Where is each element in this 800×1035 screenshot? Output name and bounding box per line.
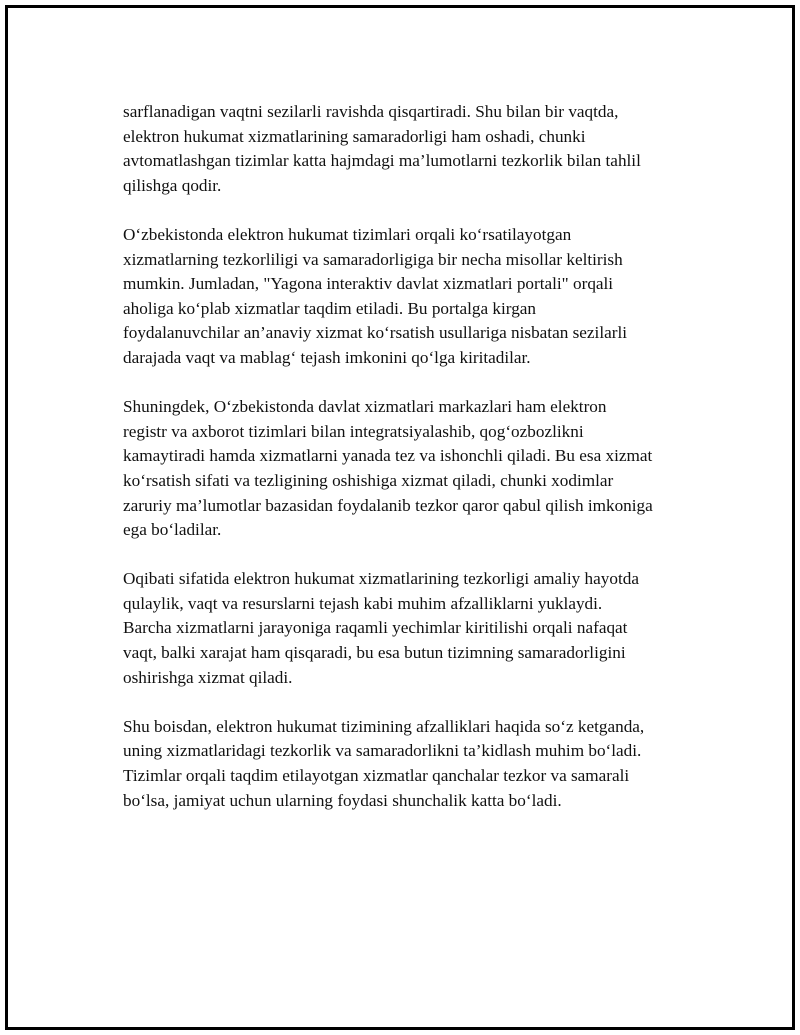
- text-line: zaruriy ma’lumotlar bazasidan foydalanib tezkor qaror qabul qilish imkoniga: [123, 495, 653, 515]
- text-line: foydalanuvchilar an’anaviy xizmat ko‘rsatish usullariga nisbatan sezilarli: [123, 323, 627, 343]
- text-line: aholiga ko‘plab xizmatlar taqdim etiladi. Bu portalga kirgan: [123, 298, 537, 318]
- paragraph-1: [123, 100, 713, 198]
- document-body: [123, 100, 713, 838]
- text-line: xizmatlarning tezkorliligi va samaradorligiga bir necha misollar keltirish: [123, 249, 623, 269]
- text-line: O‘zbekistonda elektron hukumat tizimlari orqali ko‘rsatilayotgan: [123, 224, 572, 244]
- text-line: bo‘lsa, jamiyat uchun ularning foydasi shunchalik katta bo‘ladi.: [123, 790, 562, 810]
- text-line: ega bo‘ladilar.: [123, 520, 222, 540]
- text-line: mumkin. Jumladan, "Yagona interaktiv davlat xizmatlari portali" orqali: [123, 274, 614, 294]
- page-frame: [5, 5, 795, 1030]
- text-line: elektron hukumat xizmatlarining samaradorligi ham oshadi, chunki: [123, 126, 586, 146]
- paragraph-4: [123, 567, 713, 690]
- text-line: oshirishga xizmat qiladi.: [123, 667, 293, 687]
- text-line: Oqibati sifatida elektron hukumat xizmatlarining tezkorligi amaliy hayotda: [123, 569, 639, 589]
- text-line: darajada vaqt va mablag‘ tejash imkonini qo‘lga kiritadilar.: [123, 347, 531, 367]
- text-line: qilishga qodir.: [123, 175, 222, 195]
- text-line: avtomatlashgan tizimlar katta hajmdagi ma’lumotlarni tezkorlik bilan tahlil: [123, 151, 641, 171]
- text-line: vaqt, balki xarajat ham qisqaradi, bu esa butun tizimning samaradorligini: [123, 643, 626, 663]
- text-line: kamaytiradi hamda xizmatlarni yanada tez va ishonchli qiladi. Bu esa xizmat: [123, 446, 653, 466]
- text-line: qulaylik, vaqt va resurslarni tejash kabi muhim afzalliklarni yuklaydi.: [123, 593, 603, 613]
- paragraph-3: [123, 395, 713, 543]
- paragraph-5: [123, 715, 713, 813]
- text-line: Shuningdek, O‘zbekistonda davlat xizmatlari markazlari ham elektron: [123, 397, 607, 417]
- text-line: ko‘rsatish sifati va tezligining oshishiga xizmat qiladi, chunki xodimlar: [123, 470, 614, 490]
- text-line: Tizimlar orqali taqdim etilayotgan xizmatlar qanchalar tezkor va samarali: [123, 766, 630, 786]
- paragraph-2: [123, 223, 713, 371]
- text-line: Shu boisdan, elektron hukumat tizimining afzalliklari haqida so‘z ketganda,: [123, 716, 645, 736]
- text-line: uning xizmatlaridagi tezkorlik va samaradorlikni ta’kidlash muhim bo‘ladi.: [123, 741, 642, 761]
- text-line: Barcha xizmatlarni jarayoniga raqamli yechimlar kiritilishi orqali nafaqat: [123, 618, 628, 638]
- text-line: registr va axborot tizimlari bilan integratsiyalashib, qog‘ozbozlikni: [123, 421, 584, 441]
- text-line: sarflanadigan vaqtni sezilarli ravishda qisqartiradi. Shu bilan bir vaqtda,: [123, 102, 619, 121]
